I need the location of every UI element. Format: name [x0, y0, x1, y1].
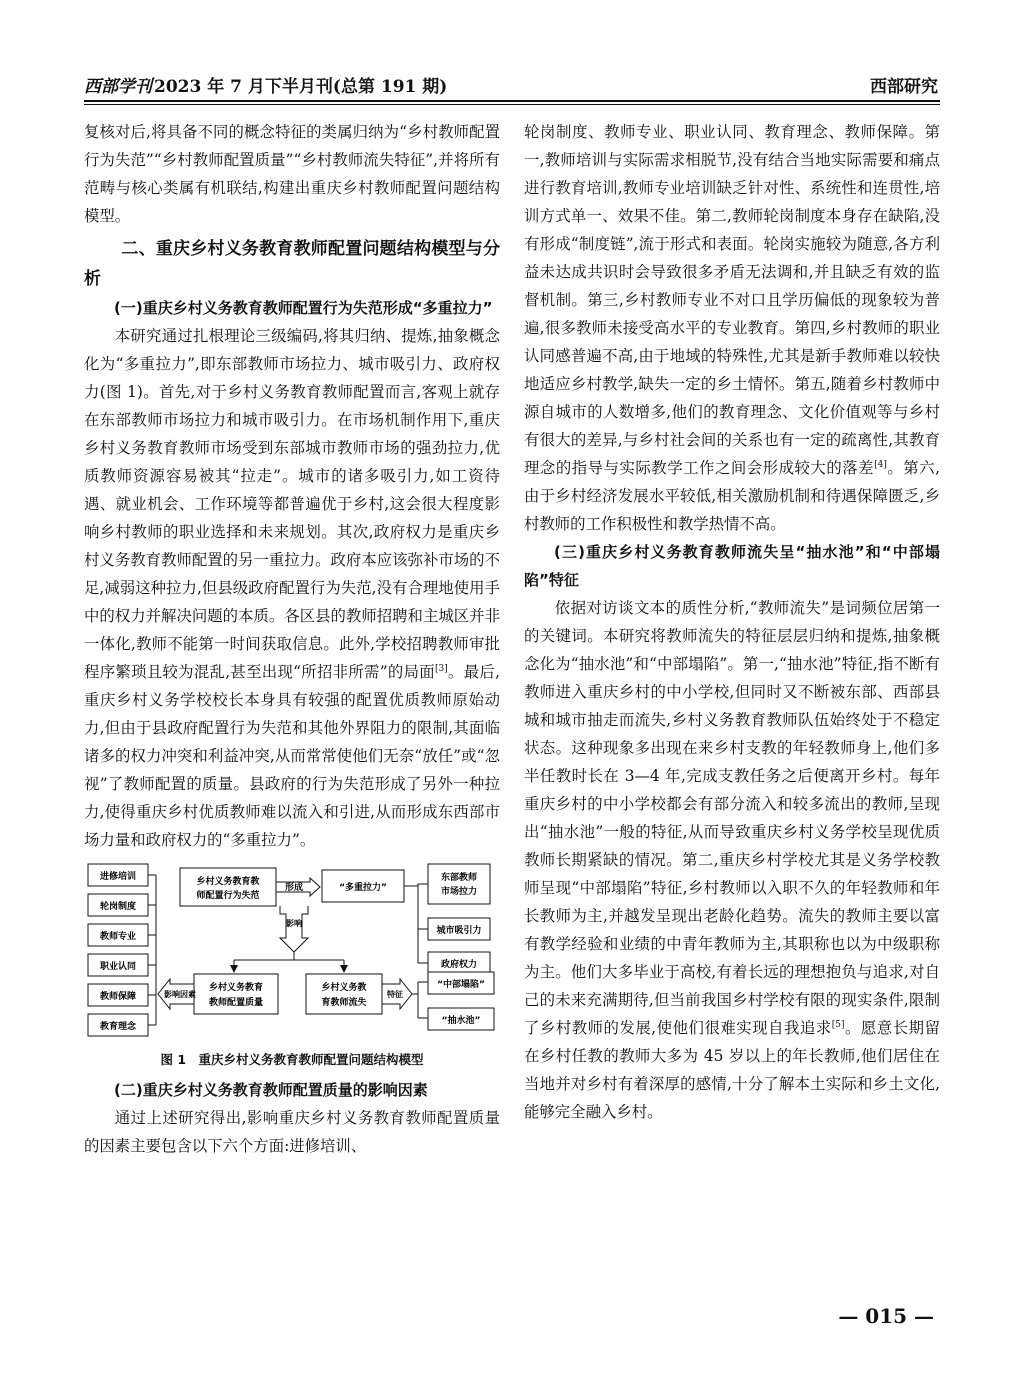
citation: [5] [831, 1019, 845, 1030]
factor-label: 进修培训 [99, 872, 137, 882]
text-run: 依据对访谈文本的质性分析,“教师流失”是词频位居第一的关键词。本研究将教师流失的特征层层归纳和提炼,抽象概念化为“抽水池”和“中部塌陷”。第一,“抽水池”特征,指不断有教师进入重庆乡村的中小学校,但同时又不断被东部、西部县城和城市抽走而流失,乡村义务教育教师队伍始终处于不稳定状态。这种现象多出现在来乡村支教的年轻教师身上,他们多半任教时长在 3—4 年,完成支教任务之后便离开乡村。每年重庆乡村的中小学校都会有部分流入和较多流出的教师,呈现出“抽水池”一般的特征,从而导致重庆乡村义务学校呈现优质教师长期紧缺的情况。第二,重庆乡村学校尤其是义务学校教师呈现“中部塌陷”特征,乡村教师以入职不久的年轻教师和年长教师为主,并越发呈现出老龄化趋势。流失的教师主要以富有教学经验和业绩的中青年教师为主,其职称也以为中级职称为主。他们大多毕业于高校,有着长远的理想抱负与追求,对自己的未来充满期待,但当前我国乡村学校有限的现实条件,限制了乡村教师的发展,使他们很难实现自我追求 [524, 599, 940, 1037]
quality-box-text: 教师配置质量 [208, 998, 264, 1008]
subsection-heading-2: (二)重庆乡村义务教育教师配置质量的影响因素 [114, 1081, 428, 1099]
citation: [3] [434, 663, 448, 674]
journal-logo: 西部学刊 [84, 77, 152, 97]
form-label: 形成 [284, 883, 304, 893]
paragraph: 通过上述研究得出,影响重庆乡村义务教育教师配置质量的因素主要包含以下六个方面:进修培训、 [84, 1109, 500, 1155]
loss-box-text: 乡村义务教 [321, 983, 367, 993]
force-label: 市场拉力 [440, 887, 478, 897]
figure-1-diagram [84, 860, 500, 1050]
header-rule-thin [84, 104, 940, 105]
left-column [84, 118, 500, 1160]
feature-label: 特征 [387, 990, 403, 999]
section-title: 西部研究 [870, 77, 938, 97]
force-label: 东部教师 [440, 873, 478, 883]
text-run: 本研究通过扎根理论三级编码,将其归纳、提炼,抽象概念化为“多重拉力”,即东部教师市场拉力、城市吸引力、政府权力(图 1)。首先,对于乡村义务教育教师配置而言,客观上就存在东部教师市场拉力和城市吸引力。在市场机制作用下,重庆乡村义务教育教师市场受到东部城市教师市场的强劲拉力,优质教师资源容易被其“拉走”。城市的诸多吸引力,如工资待遇、就业机会、工作环境等都普遍优于乡村,这会很大程度影响乡村教师的职业选择和未来规划。其次,政府权力是重庆乡村义务教育教师配置的另一重拉力。政府本应该弥补市场的不足,减弱这种拉力,但县级政府配置行为失范,没有合理地使用手中的权力并解决问题的本质。各区县的教师招聘和主城区并非一体化,教师不能第一时间获取信息。此外,学校招聘教师审批程序繁琐且较为混乱,甚至出现“所招非所需”的局面 [84, 327, 500, 681]
header-rule [84, 100, 940, 102]
paragraph [524, 118, 940, 538]
right-column [524, 118, 940, 1126]
pull-box-text: “多重拉力” [339, 883, 387, 893]
force-label: 政府权力 [440, 960, 478, 970]
left-factor-boxes [88, 864, 156, 1036]
factor-label: 教育理念 [99, 1022, 137, 1032]
quality-box-text: 乡村义务教育 [208, 983, 264, 993]
paragraph: 复核对后,将具备不同的概念特征的类属归纳为“乡村教师配置行为失范”“乡村教师配置质量”“乡村教师流失特征”,并将所有范畴与核心类属有机联结,构建出重庆乡村教师配置问题结构模型。 [84, 123, 500, 225]
text-run: 轮岗制度、教师专业、职业认同、教育理念、教师保障。第一,教师培训与实际需求相脱节,没有结合当地实际需要和痛点进行教育培训,教师专业培训缺乏针对性、系统性和连贯性,培训方式单一、效果不佳。第二,教师轮岗制度本身存在缺陷,没有形成“制度链”,流于形式和表面。轮岗实施较为随意,各方利益未达成共识时会导致很多矛盾无法调和,并且缺乏有效的监督机制。第三,乡村教师专业不对口且学历偏低的现象较为普遍,很多教师未接受高水平的专业教育。第四,乡村教师的职业认同感普遍不高,由于地域的特殊性,尤其是新手教师难以较快地适应乡村教学,缺失一定的乡土情怀。第五,随着乡村教师中源自城市的人数增多,他们的教育理念、文化价值观等与乡村有很大的差异,与乡村社会间的关系也有一定的疏离性,其教育理念的指导与实际教学工作之间会形成较大的落差 [524, 123, 940, 477]
text-run: 。愿意长期留在乡村任教的教师大多为 45 岁以上的年长教师,他们居住在当地并对乡村有着深厚的感情,十分了解本土实际和乡土文化,能够完全融入乡村。 [524, 1019, 940, 1121]
behavior-box-text: 师配置行为失范 [196, 891, 260, 901]
feature-box-text: “中部塌陷” [437, 980, 485, 990]
issue-info: 2023 年 7 月下半月刊(总第 191 期) [154, 77, 448, 97]
factor-label: 轮岗制度 [99, 902, 137, 912]
figure-caption: 图 1 重庆乡村义务教育教师配置问题结构模型 [160, 1052, 424, 1067]
quality-box [194, 974, 278, 1014]
behavior-box-text: 乡村义务教育教 [196, 877, 260, 887]
influence-label: 影响 [286, 919, 302, 928]
force-label: 城市吸引力 [436, 926, 482, 936]
paragraph [524, 594, 940, 1126]
factor-label: 教师保障 [99, 992, 137, 1002]
loss-box-text: 育教师流失 [321, 998, 367, 1008]
text-run: 。最后,重庆乡村义务学校校长本身具有较强的配置优质教师原始动力,但由于县政府配置行为失范和其他外界阻力的限制,其面临诸多的权力冲突和利益冲突,从而常常使他们无奈“放任”或“忽视”了教师配置的质量。县政府的行为失范形成了另外一种拉力,使得重庆乡村优质教师难以流入和引进,从而形成东西部市场力量和政府权力的“多重拉力”。 [84, 663, 500, 849]
page-number: — 015 — [838, 1304, 934, 1328]
loss-box [306, 974, 382, 1014]
citation: [4] [874, 459, 887, 470]
subsection-heading-1: (一)重庆乡村义务教育教师配置行为失范形成“多重拉力” [114, 299, 493, 317]
paragraph [84, 322, 500, 854]
running-header-left [84, 72, 447, 97]
subsection-heading-3: (三)重庆乡村义务教育教师流失呈“抽水池”和“中部塌陷”特征 [524, 543, 940, 589]
factor-label: 职业认同 [99, 962, 137, 972]
influence-factor-label: 影响因素 [164, 990, 196, 999]
factor-label: 教师专业 [99, 932, 137, 942]
text-run: 。第六,由于乡村经济发展水平较低,相关激励机制和待遇保障匮乏,乡村教师的工作积极性和教学热情不高。 [524, 459, 940, 533]
feature-box-text: “抽水池” [441, 1016, 481, 1026]
section-heading: 二、重庆乡村义务教育教师配置问题结构模型与分析 [84, 239, 500, 289]
